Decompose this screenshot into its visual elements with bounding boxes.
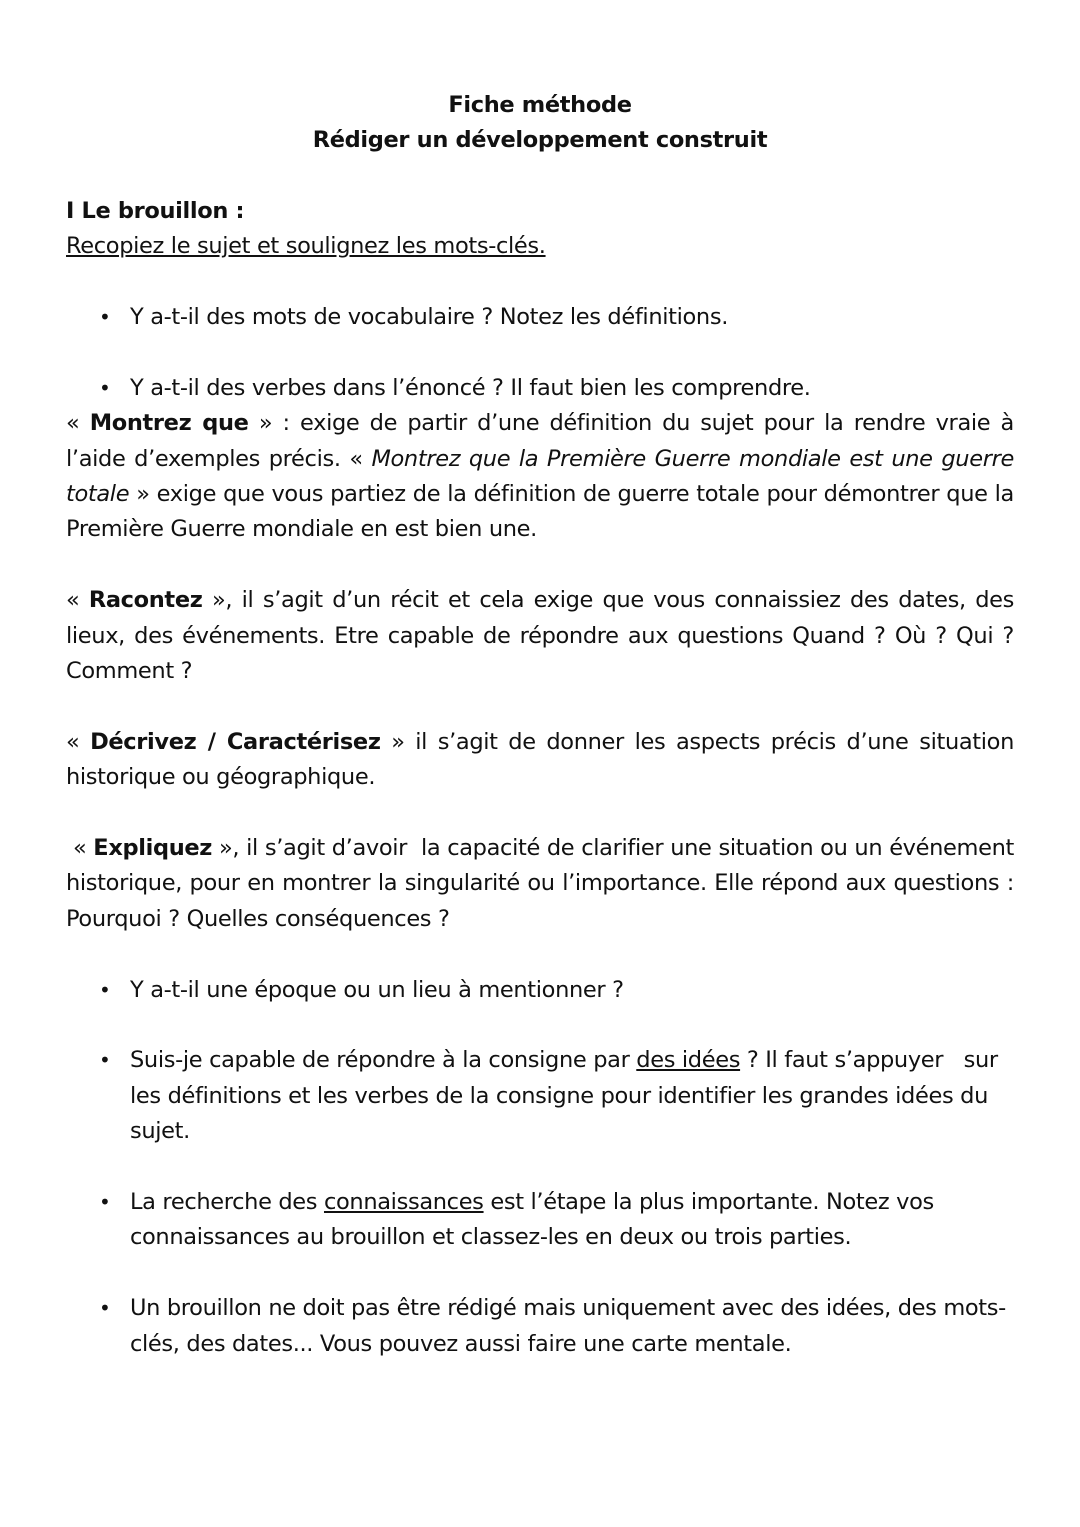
underlined-connaissances: connaissances: [323, 1189, 484, 1216]
example-montrez: Montrez que la Première Guerre mondiale est une guerre totale: [66, 445, 1014, 508]
bullet-icon: •: [99, 1190, 111, 1215]
document-title: Fiche méthode: [448, 92, 632, 118]
keyword-racontez: Racontez: [88, 587, 203, 614]
paragraph-decrivez: « Décrivez / Caractérisez » il s’agit de donner les aspects précis d’une situation historique ou géographique.: [66, 728, 1014, 791]
bullet-icon: •: [99, 375, 111, 400]
bullet-icon: •: [99, 305, 111, 330]
bullet-icon: •: [99, 1296, 111, 1321]
bullet-vocabulary: • Y a-t-il des mots de vocabulaire ? Notez les définitions.: [66, 300, 1014, 335]
bullet-epoque: • Y a-t-il une époque ou un lieu à mentionner ?: [66, 973, 1014, 1008]
bullet-verbs: • Y a-t-il des verbes dans l’énoncé ? Il faut bien les comprendre.: [66, 371, 1014, 406]
keyword-expliquez: Expliquez: [93, 835, 213, 862]
bullet-icon: •: [99, 977, 111, 1002]
paragraph-montrez: « Montrez que » : exige de partir d’une définition du sujet pour la rendre vraie à l’aide d’exemples précis. « Montrez que la Première Guerre mondiale est une guerre totale » exige que vous partiez de la définition de guerre totale pour démontrer que la Première Guerre mondiale en est bien une.: [66, 410, 1014, 543]
paragraph-racontez: « Racontez », il s’agit d’un récit et cela exige que vous connaissiez des dates, des lieux, des événements. Etre capable de répondre aux questions Quand ? Où ? Qui ? Comment ?: [66, 587, 1014, 685]
section-instruction: Recopiez le sujet et soulignez les mots-clés.: [66, 233, 546, 260]
section-heading: I Le brouillon :: [66, 197, 245, 224]
keyword-decrivez: Décrivez / Caractérisez: [90, 728, 381, 755]
document-subtitle: Rédiger un développement construit: [312, 127, 768, 154]
paragraph-expliquez: « Expliquez », il s’agit d’avoir la capacité de clarifier une situation ou un événement historique, pour en montrer la singularité ou l’importance. Elle répond aux questions : Pourquoi ? Quelles conséquences ?: [66, 835, 1021, 932]
underlined-idees: des idées: [636, 1047, 741, 1074]
document-page: [66, 88, 1021, 1362]
bullet-connaissances: • La recherche des connaissances est l’étape la plus importante. Notez vos connaissances au brouillon et classez-les en deux ou trois parties.: [66, 1185, 1014, 1256]
bullet-icon: •: [99, 1048, 111, 1073]
keyword-montrez: Montrez que: [89, 410, 249, 437]
bullet-brouillon: • Un brouillon ne doit pas être rédigé mais uniquement avec des idées, des mots-clés, des dates... Vous pouvez aussi faire une carte mentale.: [66, 1291, 1014, 1362]
bullet-idees: • Suis-je capable de répondre à la consigne par des idées ? Il faut s’appuyer sur les définitions et les verbes de la consigne pour identifier les grandes idées du sujet.: [66, 1043, 1014, 1149]
